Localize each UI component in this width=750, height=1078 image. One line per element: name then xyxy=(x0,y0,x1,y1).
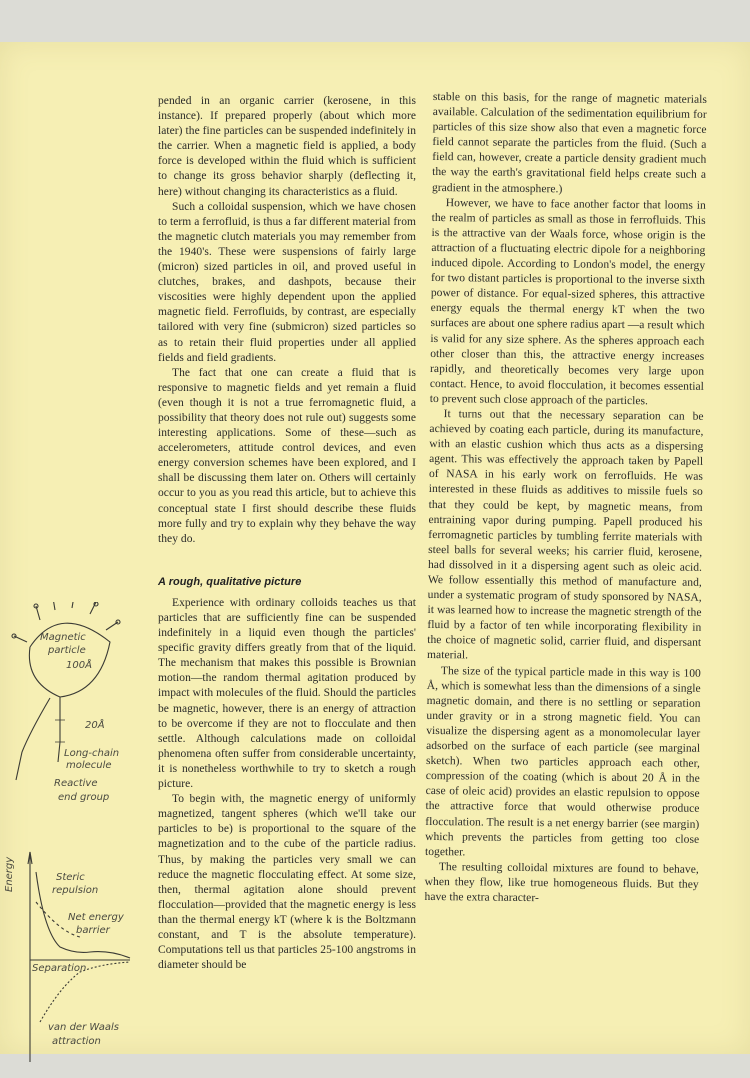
section-subheading: A rough, qualitative picture xyxy=(158,575,302,588)
sketch-label: repulsion xyxy=(52,885,99,896)
text-column-right xyxy=(424,90,707,908)
sketch-label: attraction xyxy=(52,1036,101,1047)
paragraph: It turns out that the necessary separation can be achieved by coating each particle, during its manufacture, with an elastic cushion which thus acts as a dispersing agent. This was effectively the approach taken by Papell of NASA in his early work on ferrofluids. He was interested in these fluids as additives to missile fuels so that they could be kept, by magnetic means, from entraining vapor during pumping. Papell produced his ferromagnetic particles by tumbling ferrite materials with steel balls for several weeks; his carrier fluid, kerosene, had dissolved in it a dispersing agent such as oleic acid. We follow essentially this method of manufacture and, under a systematic program of study sponsored by NASA, it was learned how to increase the magnetic strength of the fluid by a factor of ten while incorporating flexibility in the choice of magnetic solid, carrier fluid, and dispersant material. xyxy=(427,408,704,662)
magazine-page xyxy=(0,42,750,1054)
paragraph: To begin with, the magnetic energy of uniformly magnetized, tangent spheres (which we'll take our particles to be) is proportional to the square of the magnetization and to the cube of the particle radius. Thus, by making the particles very small we can reduce the magnetic flocculating effect. At some size, then, thermal agitation alone should prevent flocculation—provided that the magnetic energy is less than the thermal energy kT (where k is the Boltzmann constant, and T is the absolute temperature). Computations tell us that particles 25-100 angstroms in diameter should be xyxy=(158,793,416,972)
energy-axis-label: Energy xyxy=(4,856,15,892)
marginal-sketch xyxy=(0,602,150,1072)
sketch-label: van der Waals xyxy=(48,1022,119,1033)
sketch-label: Magnetic xyxy=(40,632,86,643)
paragraph: The size of the typical particle made in this way is 100 Å, which is somewhat less than the dimensions of a single magnetic domain, and there is no settling or separation under gravity or in a strong magnetic field. You can visualize the dispersing agent as a monomolecular layer adsorbed on the surface of each particle (see marginal sketch). When two particles approach each other, compression of the coating (which is about 20 Å in the case of oleic acid) provides an elastic repulsion to oppose the attractive force that would otherwise produce flocculation. The result is a net energy barrier (see margin) which prevents the particles from getting too close together. xyxy=(424,664,701,859)
paragraph: Such a colloidal suspension, which we have chosen to term a ferrofluid, is thus a far different material from the magnetic clutch materials you may remember from the 1940's. These were suspensions of fairly large (micron) sized particles in oil, and proved useful in clutches, brakes, and dashpots, because their viscosities were highly dependent upon the applied magnetic field. Ferrofluids, by contrast, are especially tailored with very fine (submicron) sized particles so as to retain their fluid properties under all applied fields and field gradients. xyxy=(158,200,416,364)
sketch-label: Reactive xyxy=(54,778,98,789)
sketch-label: end group xyxy=(58,792,110,803)
sketch-label: particle xyxy=(48,645,86,656)
sketch-label: barrier xyxy=(76,925,110,936)
sketch-label: Steric xyxy=(56,872,85,883)
sketch-label: 20Å xyxy=(85,720,105,731)
sketch-label: Separation xyxy=(32,963,87,974)
paragraph: stable on this basis, for the range of magnetic materials available. Calculation of the sedimentation equilibrium for particles of this size show also that even a magnetic force field cannot separate the particles from the fluid. (Such a field can, however, create a particle density gradient much the way the earth's gravitational field helps create such a gradient in the atmosphere.) xyxy=(431,90,707,195)
paragraph: pended in an organic carrier (kerosene, in this instance). If prepared properly (about which more later) the fine particles can be suspended indefinitely in the carrier. When a magnetic field is applied, a body force is developed within the fluid which is sufficient to change its gross behavior sharply (deflecting it, here) without changing its characteristics as a fluid. xyxy=(158,95,416,198)
sketch-label: 100Å xyxy=(66,660,92,671)
sketch-label: molecule xyxy=(66,760,112,771)
paragraph: The resulting colloidal mixtures are found to behave, when they flow, like true homogeneous fluids. But they have the extra character- xyxy=(424,860,699,905)
paragraph: Experience with ordinary colloids teaches us that particles that are sufficiently fine can be suspended indefinitely in a liquid even though the particles' specific gravity differs greatly from that of the liquid. The mechanism that makes this possible is Brownian motion—the random thermal agitation produced by impact with molecules of the fluid. Should the particles be magnetic, however, there is an energy of attraction to be overcome if they are not to flocculate and then settle. Although calculations made on colloidal phenomena often suffer from considerable uncertainty, it is nonetheless worthwhile to try to sketch a rough picture. xyxy=(158,596,416,791)
text-column-left xyxy=(158,94,416,973)
paragraph: The fact that one can create a fluid that is responsive to magnetic fields and yet remain a fluid (even though it is not a true ferromagnetic fluid, a possibility that theory does not rule out) suggests some interesting applications. Some of these—such as accelerometers, attitude control devices, and even energy conversion schemes have been explored, and I shall be discussing them later on. Others will certainly occur to you as you read this article, but to achieve this conceptual state I first should describe these fluids more fully and try to explain why they behave the way they do. xyxy=(158,366,416,545)
particle-sketch-drawing xyxy=(0,602,150,1072)
sketch-label: Net energy xyxy=(68,912,124,923)
sketch-label: Long-chain xyxy=(64,748,120,759)
paragraph: However, we have to face another factor that looms in the realm of particles as small as those in ferrofluids. This is the attractive van der Waals force, whose origin is the attraction of a fluctuating electric dipole for a neighboring induced dipole. According to London's model, the energy for two distant particles is proportional to the inverse sixth power of distance. For equal-sized spheres, this attractive energy equals the thermal energy kT when the two surfaces are about one sphere radius apart —a result which is valid for any size sphere. As the spheres approach each other closer than this, the attractive energy increases rapidly, and theoretically becomes very large upon contact. Hence, to avoid flocculation, it becomes essential to prevent such close approach of the particles. xyxy=(429,196,706,408)
